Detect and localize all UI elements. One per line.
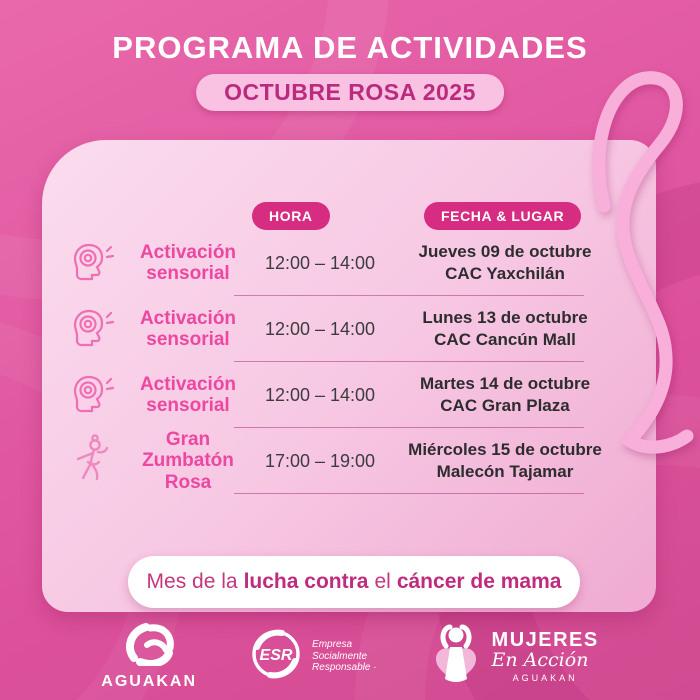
- activity-date-place: [382, 307, 656, 352]
- esr-caption-line2: Socialmente: [312, 650, 368, 662]
- activity-time: 12:00 – 14:00: [264, 384, 376, 405]
- column-header-fecha-lugar: FECHA & LUGAR: [424, 202, 581, 230]
- activity-place: CAC Cancún Mall: [434, 330, 576, 349]
- sensory-head-icon: [66, 242, 122, 284]
- mujeres-wordmark: [492, 630, 599, 683]
- activity-label: Activación sensorial: [139, 373, 237, 416]
- esr-caption-line1: Empresa: [312, 639, 353, 651]
- sensory-head-icon: [66, 308, 122, 350]
- sensory-head-icon: [66, 374, 122, 416]
- woman-heart-icon: [429, 623, 483, 690]
- page-title: PROGRAMA DE ACTIVIDADES: [112, 30, 588, 65]
- schedule-rows: [42, 230, 656, 494]
- activity-time: 12:00 – 14:00: [264, 318, 376, 339]
- aguakan-wave-icon: [120, 622, 178, 671]
- svg-text:ESR: ESR: [259, 647, 293, 664]
- activity-label: Activación sensorial: [139, 241, 237, 284]
- esr-caption-line3: Responsable ·: [312, 662, 377, 674]
- activity-date: Miércoles 15 de octubre: [408, 439, 602, 459]
- activity-place: Malecón Tajamar: [436, 462, 574, 481]
- activity-date: Martes 14 de octubre: [419, 373, 591, 393]
- esr-logo: [249, 627, 376, 686]
- table-row: [42, 230, 656, 296]
- activity-date-place: [382, 439, 656, 484]
- banner-text-part2: el: [374, 570, 391, 593]
- table-row: [42, 296, 656, 362]
- column-header-hora: HORA: [252, 202, 330, 230]
- dancer-icon: [66, 434, 122, 488]
- footer-logos: [0, 622, 700, 691]
- banner-text-bold1: lucha contra: [243, 570, 369, 593]
- activity-date-place: [382, 373, 656, 418]
- banner-text-part1: Mes de la: [146, 570, 238, 593]
- esr-badge-icon: [249, 627, 303, 686]
- mujeres-script: En Acción: [491, 649, 589, 671]
- row-divider: [234, 493, 584, 494]
- banner-text-bold2: cáncer de mama: [396, 570, 562, 593]
- subtitle-badge: OCTUBRE ROSA 2025: [196, 74, 504, 111]
- schedule-card: [42, 140, 656, 612]
- awareness-banner: [128, 556, 580, 608]
- aguakan-wordmark: AGUAKAN: [101, 673, 198, 690]
- esr-caption: [312, 639, 376, 674]
- activity-time: 12:00 – 14:00: [264, 252, 376, 273]
- activity-time: 17:00 – 19:00: [264, 450, 376, 471]
- mujeres-title: MUJERES: [491, 629, 599, 651]
- activity-date: Lunes 13 de octubre: [422, 307, 588, 327]
- activity-place: CAC Gran Plaza: [440, 396, 570, 415]
- aguakan-logo: [101, 622, 197, 691]
- table-row: [42, 428, 656, 494]
- table-row: [42, 362, 656, 428]
- activity-date-place: [382, 241, 656, 286]
- activity-label: Activación sensorial: [139, 307, 237, 350]
- mujeres-subtitle: AGUAKAN: [512, 673, 578, 683]
- mujeres-en-accion-logo: [429, 623, 599, 690]
- activity-place: CAC Yaxchilán: [445, 264, 565, 283]
- activity-date: Jueves 09 de octubre: [418, 241, 592, 261]
- activity-label: Gran Zumbatón Rosa: [142, 429, 234, 493]
